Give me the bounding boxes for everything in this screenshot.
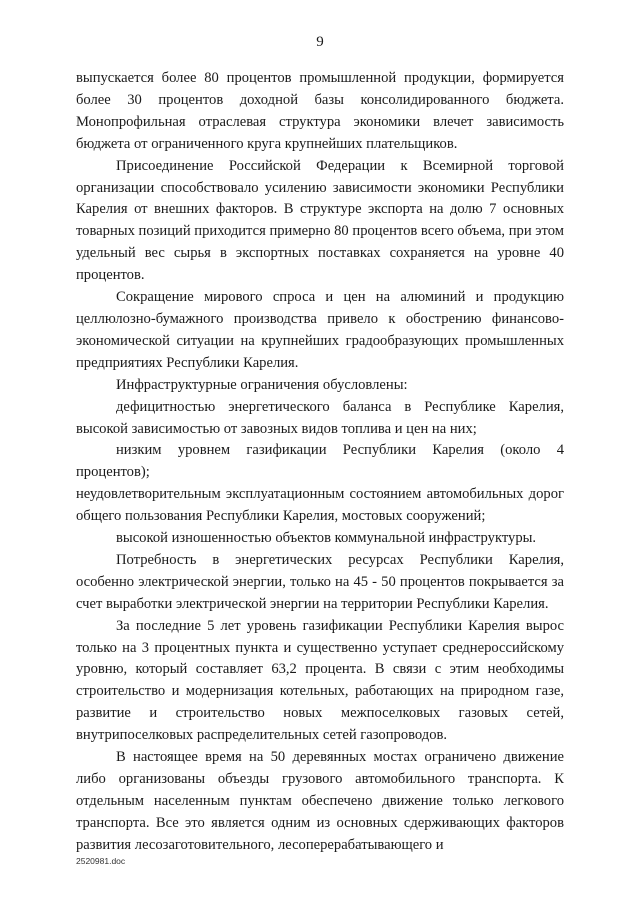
paragraph-4: Инфраструктурные ограничения обусловлены: (116, 376, 408, 393)
paragraph-6: низким уровнем газификации Республики Карелия (около 4 процентов); (76, 442, 564, 481)
paragraph-10: За последние 5 лет уровень газификации Республики Карелия вырос только на 3 процентных пункта и существенно уступает среднероссийскому уровню, который составляет 63,2 процента. В связи с этим необходимы строительство и модернизация котельных, работающих на природном газе, развитие и строительство новых межпоселковых газовых сетей, внутрипоселковых распределительных сетей газопроводов. (76, 617, 564, 744)
paragraph-5: дефицитностью энергетического баланса в Республике Карелия, высокой зависимостью от завозных видов топлива и цен на них; (76, 398, 564, 437)
paragraph-9: Потребность в энергетических ресурсах Республики Карелия, особенно электрической энергии, только на 45 - 50 процентов покрывается за счет выработки электрической энергии на территории Республики Карелия. (76, 551, 564, 612)
page-number: 9 (316, 34, 324, 50)
document-body (76, 68, 564, 857)
paragraph-8: высокой изношенностью объектов коммунальной инфраструктуры. (116, 530, 537, 547)
paragraph-2: Присоединение Российской Федерации к Всемирной торговой организации способствовало усилению зависимости экономики Республики Карелия от внешних факторов. В структуре экспорта на долю 7 основных товарных позиций приходится примерно 80 процентов всего объема, при этом удельный вес сырья в экспортных поставках сохраняется на уровне 40 процентов. (76, 157, 564, 284)
paragraph-1: выпускается более 80 процентов промышленной продукции, формируется более 30 процентов доходной базы консолидированного бюджета. Монопрофильная отраслевая структура экономики влечет зависимость бюджета от ограниченного круга крупнейших плательщиков. (76, 70, 564, 152)
paragraph-11: В настоящее время на 50 деревянных мостах ограничено движение либо организованы объезды грузового автомобильного транспорта. К отдельным населенным пунктам обеспечено движение только легкового транспорта. Все это является одним из основных сдерживающих факторов развития лесозаготовительного, лесоперерабатывающего и (76, 749, 564, 853)
paragraph-3: Сокращение мирового спроса и цен на алюминий и продукцию целлюлозно-бумажного производства привело к обострению финансово-экономической ситуации на крупнейших градообразующих промышленных предприятиях Республики Карелия. (76, 289, 564, 371)
footer-filename: 2520981.doc (76, 856, 126, 866)
paragraph-7: неудовлетворительным эксплуатационным состоянием автомобильных дорог общего пользования Республики Карелия, мостовых сооружений; (76, 486, 564, 525)
